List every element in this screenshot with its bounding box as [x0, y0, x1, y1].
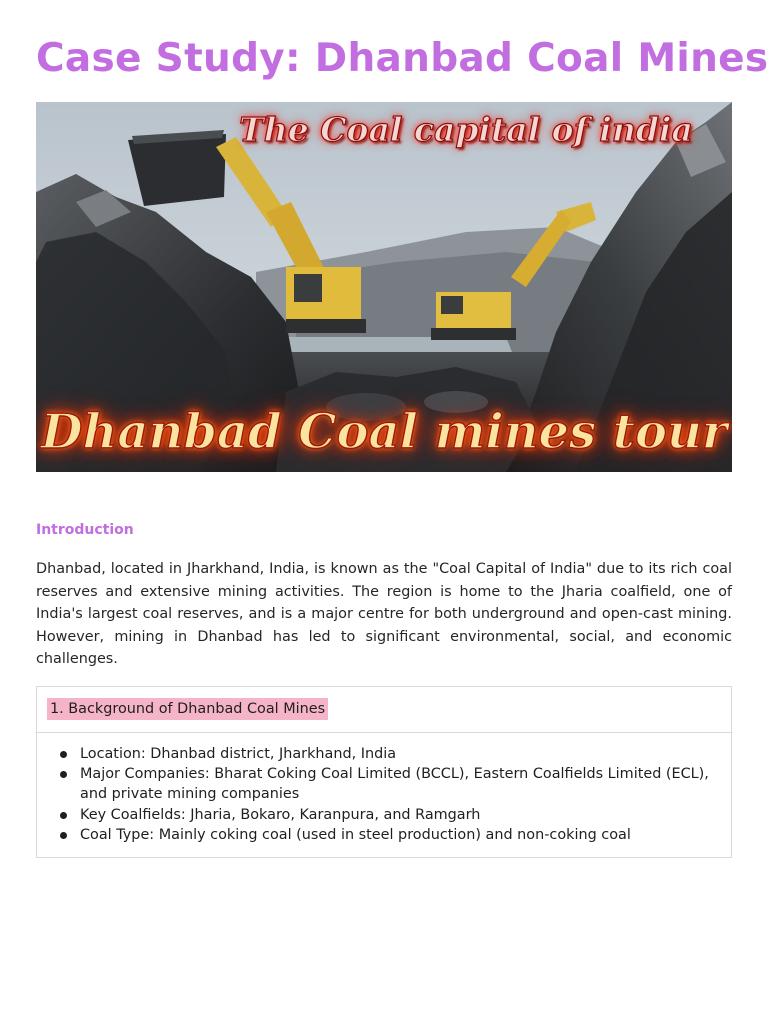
list-item: Major Companies: Bharat Coking Coal Limited (BCCL), Eastern Coalfields Limited (ECL), and private mining companies — [37, 764, 731, 804]
list-item: Location: Dhanbad district, Jharkhand, India — [37, 744, 731, 764]
list-item: Key Coalfields: Jharia, Bokaro, Karanpura, and Ramgarh — [37, 805, 731, 825]
background-card — [36, 686, 732, 858]
hero-image — [36, 102, 732, 472]
list-item: Coal Type: Mainly coking coal (used in steel production) and non-coking coal — [37, 825, 731, 845]
background-list — [37, 733, 731, 845]
introduction-heading: Introduction — [36, 522, 134, 538]
page-title: Case Study: Dhanbad Coal Mines — [36, 36, 768, 81]
background-card-header — [37, 687, 731, 733]
introduction-paragraph: Dhanbad, located in Jharkhand, India, is known as the "Coal Capital of India" due to its rich coal reserves and extensive mining activities. The region is home to the Jharia coalfield, one of India's largest coal reserves, and is a major centre for both underground and open-cast mining. However, mining in Dhanbad has led to significant environmental, social, and economic challenges. — [36, 561, 732, 668]
hero-caption: Dhanbad Coal mines tour — [40, 404, 728, 460]
hero-heading: The Coal capital of india — [239, 110, 693, 149]
background-card-title: 1. Background of Dhanbad Coal Mines — [47, 698, 328, 720]
